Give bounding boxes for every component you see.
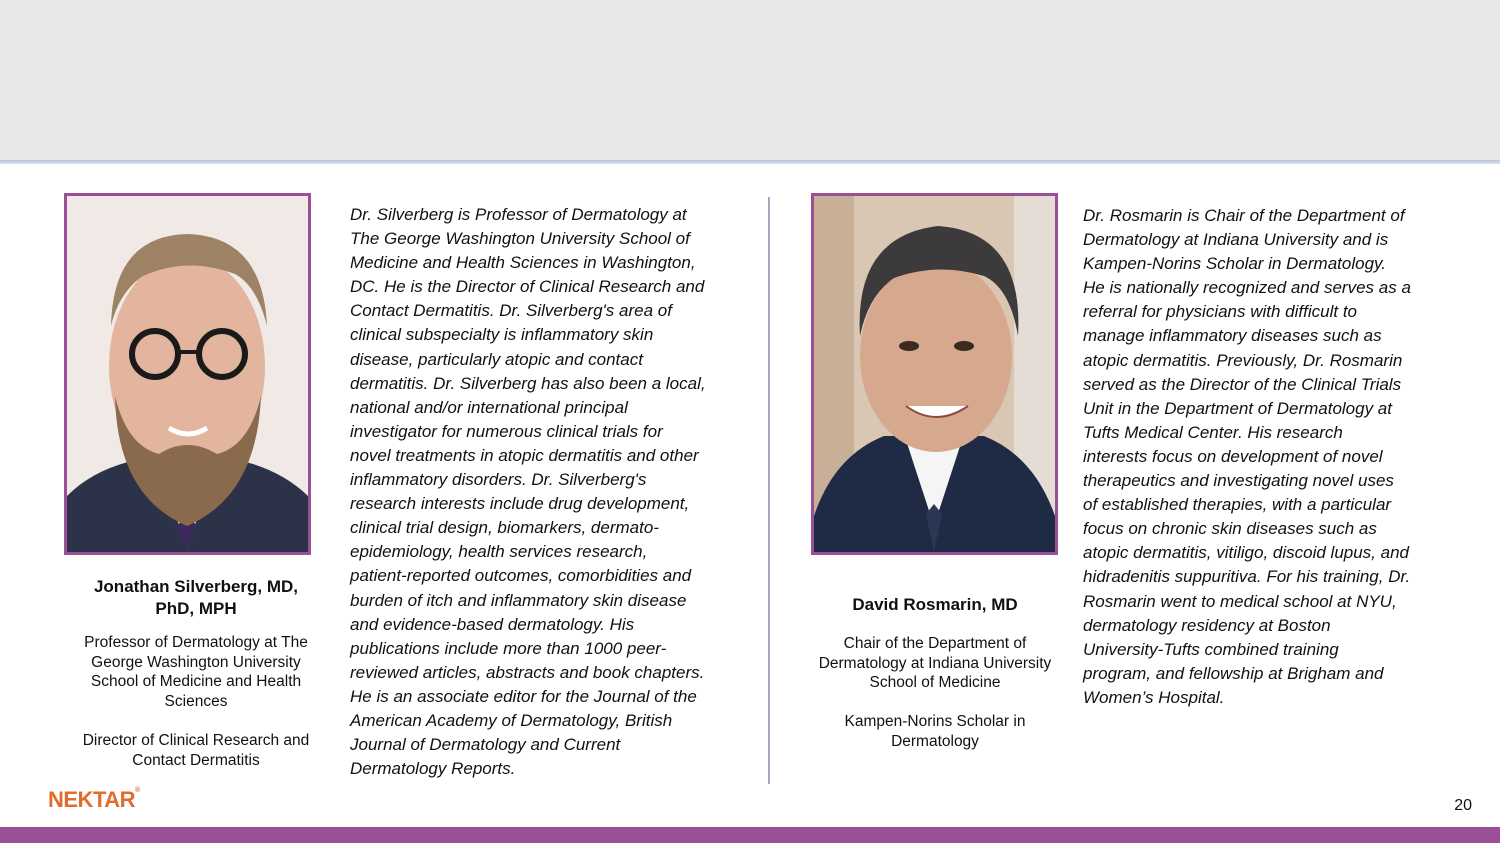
title-line: Kampen-Norins Scholar in xyxy=(844,713,1026,731)
header-rule xyxy=(0,160,1500,164)
page-number: 20 xyxy=(1454,797,1472,814)
title-line: School of Medicine and Health xyxy=(90,673,302,691)
bio-line: He is nationally recognized and serves as a xyxy=(1083,278,1411,298)
bio-line: American Academy of Dermatology, British xyxy=(350,710,673,730)
bio-line: Journal of Dermatology and Current xyxy=(350,735,621,755)
bio-line: therapeutics and investigating novel uses xyxy=(1083,471,1394,491)
title-line: Dermatology xyxy=(891,732,979,750)
bio-line: burden of itch and inflammatory skin disease xyxy=(350,590,687,610)
caption-rosmarin xyxy=(805,594,1065,752)
bio-line: Dr. Silverberg is Professor of Dermatology at xyxy=(350,205,687,224)
bio-line: clinical trial design, biomarkers, dermato- xyxy=(350,518,659,538)
bio-line: focus on chronic skin diseases such as xyxy=(1083,519,1377,539)
person-name: David Rosmarin, MD xyxy=(852,595,1018,614)
header-band xyxy=(0,0,1500,160)
bio-rosmarin xyxy=(1083,204,1483,710)
title-line: Sciences xyxy=(164,692,228,710)
bio-line: disease, particularly atopic and contact xyxy=(350,349,643,369)
logo-text: NEKTAR xyxy=(48,787,136,812)
bio-line: of established therapies, with a particular xyxy=(1083,495,1392,515)
person-name: Jonathan Silverberg, MD, xyxy=(93,577,299,596)
title-line: Chair of the Department of xyxy=(843,635,1027,652)
bio-line: atopic dermatitis, vitiligo, discoid lupus, and xyxy=(1083,543,1409,563)
bio-line: and evidence-based dermatology. His xyxy=(350,614,635,634)
person-name-credentials: PhD, MPH xyxy=(155,599,237,618)
bio-line: program, and fellowship at Brigham and xyxy=(1083,663,1384,683)
bio-line: Dermatology at Indiana University and is xyxy=(1083,230,1389,250)
bio-line: patient-reported outcomes, comorbidities and xyxy=(350,566,692,586)
title-line: Professor of Dermatology at The xyxy=(84,634,308,651)
bio-line: investigator for numerous clinical trials for xyxy=(350,421,663,441)
footer-bar xyxy=(0,827,1500,843)
bio-line: dermatitis. Dr. Silverberg has also been a local, xyxy=(350,373,706,393)
bio-line: hidradenitis suppuritiva. For his training, Dr. xyxy=(1083,567,1411,587)
bio-line: reviewed articles, abstracts and book chapters. xyxy=(350,662,705,682)
bio-line: He is an associate editor for the Journal of the xyxy=(350,686,697,706)
bio-line: manage inflammatory diseases such as xyxy=(1083,326,1382,346)
bio-line: novel treatments in atopic dermatitis and other xyxy=(350,445,699,465)
portrait-photo-rosmarin xyxy=(811,193,1058,555)
title-line: School of Medicine xyxy=(869,674,1001,692)
bio-line: Kampen-Norins Scholar in Dermatology. xyxy=(1083,254,1386,274)
title-line: Contact Dermatitis xyxy=(132,751,260,769)
bio-line: Dr. Rosmarin is Chair of the Department of xyxy=(1083,206,1405,225)
bio-line: Contact Dermatitis. Dr. Silverberg's area of xyxy=(350,301,672,321)
column-divider xyxy=(768,197,770,784)
bio-line: DC. He is the Director of Clinical Research and xyxy=(350,277,705,297)
bio-line: served as the Director of the Clinical Trials xyxy=(1083,374,1402,394)
nektar-logo: NEKTAR® xyxy=(48,787,140,812)
title-line: Dermatology at Indiana University xyxy=(818,654,1052,672)
bio-line: Dermatology Reports. xyxy=(350,759,516,779)
bio-line: dermatology residency at Boston xyxy=(1083,615,1331,635)
bio-line: publications include more than 1000 peer- xyxy=(350,638,667,658)
bio-line: Unit in the Department of Dermatology at xyxy=(1083,398,1392,418)
portrait-photo-silverberg xyxy=(64,193,311,555)
bio-line: atopic dermatitis. Previously, Dr. Rosmarin xyxy=(1083,350,1403,370)
bio-line: Rosmarin went to medical school at NYU, xyxy=(1083,591,1397,611)
bio-line: Medicine and Health Sciences in Washington, xyxy=(350,253,696,273)
bio-line: Women’s Hospital. xyxy=(1083,687,1225,707)
bio-line: University-Tufts combined training xyxy=(1083,639,1339,659)
caption-silverberg xyxy=(66,576,326,770)
title-line: Director of Clinical Research and xyxy=(82,731,310,749)
bio-line: referral for physicians with difficult to xyxy=(1083,302,1357,322)
bio-line: Tufts Medical Center. His research xyxy=(1083,422,1343,442)
title-line: George Washington University xyxy=(91,653,301,671)
bio-line: The George Washington University School of xyxy=(350,229,690,249)
bio-line: interests focus on development of novel xyxy=(1083,446,1383,466)
bio-line: national and/or international principal xyxy=(350,397,628,417)
bio-line: epidemiology, health services research, xyxy=(350,542,648,562)
bio-silverberg xyxy=(350,203,760,781)
bio-line: clinical subspecialty is inflammatory skin xyxy=(350,325,654,345)
bio-line: inflammatory disorders. Dr. Silverberg's xyxy=(350,470,647,490)
bio-line: research interests include drug development, xyxy=(350,494,690,514)
